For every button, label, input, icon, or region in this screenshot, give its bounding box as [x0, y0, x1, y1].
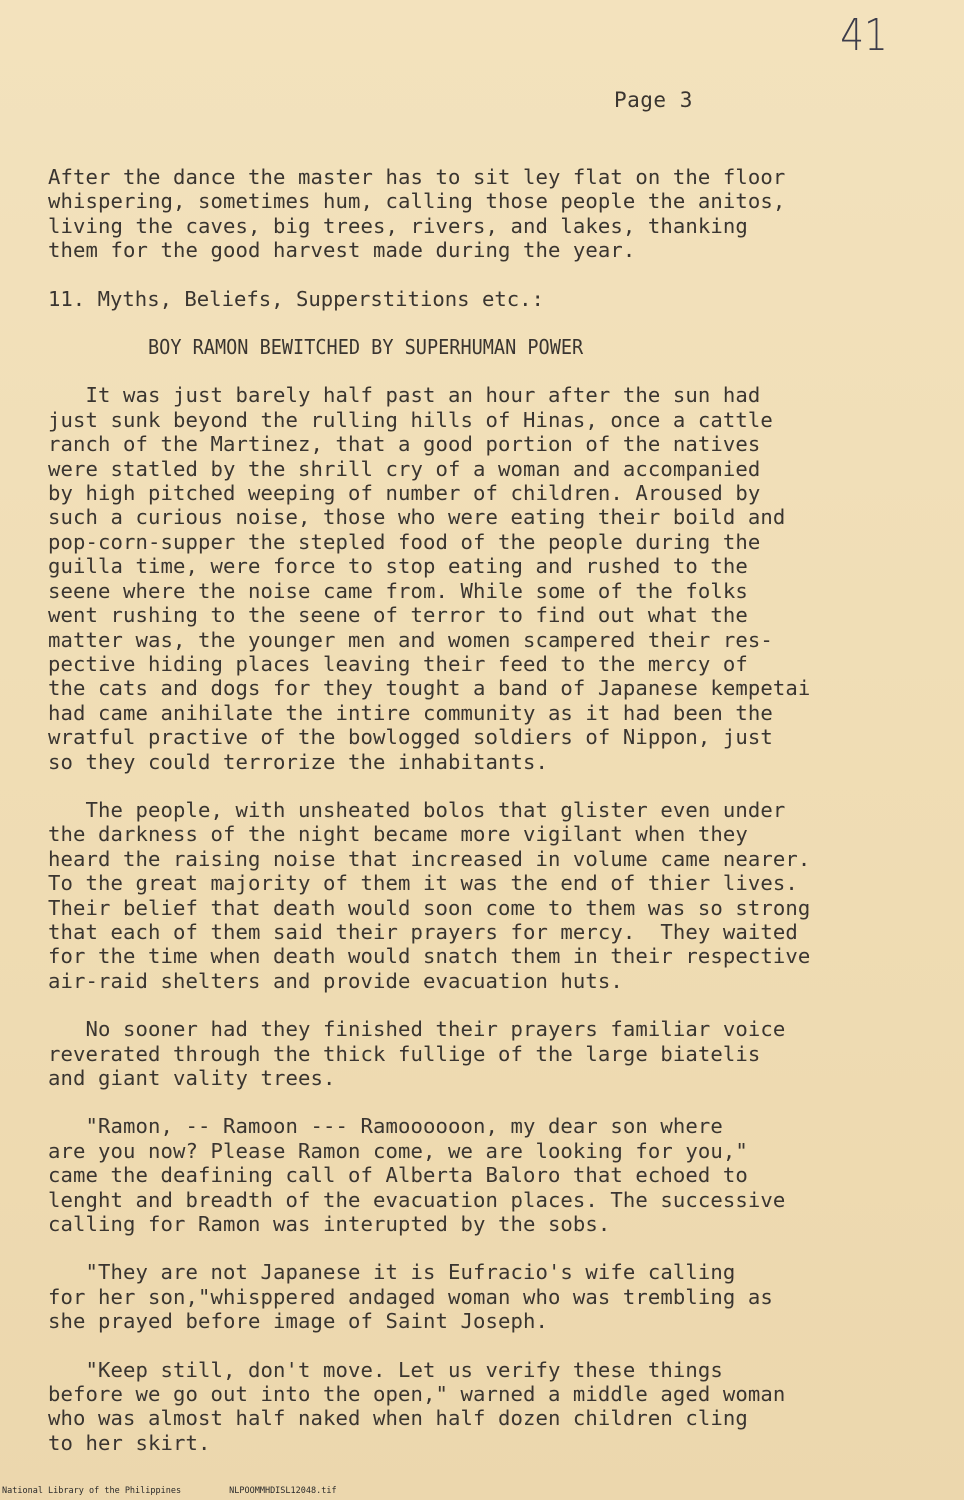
scan-footer [2, 1486, 385, 1496]
story-paragraph: No sooner had they finished their prayers familiar voice reverated through the thick fullige of the large biatelis and giant vality trees. [48, 1017, 786, 1090]
intro-paragraph: After the dance the master has to sit ley flat on the floor whispering, sometimes hum, calling those people the anitos, living the caves, big trees, rivers, and lakes, thanking them for the good harvest made during the year. [48, 165, 786, 263]
footer-library: National Library of the Philippines [2, 1486, 182, 1496]
story-title: BOY RAMON BEWITCHED BY SUPERHUMAN POWER [148, 335, 584, 360]
story-paragraph: The people, with unsheated bolos that glister even under the darkness of the night became more vigilant when they heard the raising noise that increased in volume came nearer. To the great majority of them it was the end of thier lives. Their belief that death would soon come to them was so strong that each of them said their prayers for mercy. They waited for the time when death would snatch them in their respective air-raid shelters and provide evacuation huts. [48, 797, 811, 993]
story-paragraph: It was just barely half past an hour after the sun had just sunk beyond the rulling hills of Hinas, once a cattle ranch of the Martinez, that a good portion of the natives were statled by the shrill cry of a woman and accompanied by high pitched weeping of number of children. Aroused by such a curious noise, those who were eating their boild and pop-corn-supper the stepled food of the people during the guilla time, were force to stop eating and rushed to the seene where the noise came from. While some of the folks went rushing to the seene of terror to find out what the matter was, the younger men and women scampered their res- pective hiding places leaving their feed to the mercy of the cats and dogs for they tought a band of Japanese kempetai had came anihilate the intire community as it had been the wratful practive of the bowlogged soldiers of Nippon, just so they could terrorize the inhabitants. [48, 383, 811, 774]
section-heading: 11. Myths, Beliefs, Supperstitions etc.: [48, 286, 544, 311]
page-header: Page 3 [614, 88, 693, 112]
footer-file-id: NLPOOMMHDISL12048.tif [229, 1486, 337, 1496]
story-paragraph: "Ramon, -- Ramoon --- Ramoooooon, my dear son where are you now? Please Ramon come, we are looking for you," came the deafining call of Alberta Baloro that echoed to lenght and breadth of the evacuation places. The successive calling for Ramon was interupted by the sobs. [48, 1114, 786, 1237]
story-paragraph: "Keep still, don't move. Let us verify these things before we go out into the open," warned a middle aged woman who was almost half naked when half dozen children cling to her skirt. [48, 1357, 786, 1455]
handwritten-folio-number: 41 [840, 10, 888, 61]
story-paragraph: "They are not Japanese it is Eufracio's wife calling for her son,"whisppered andaged woman who was trembling as she prayed before image of Saint Joseph. [48, 1260, 773, 1334]
document-body [48, 165, 938, 1479]
